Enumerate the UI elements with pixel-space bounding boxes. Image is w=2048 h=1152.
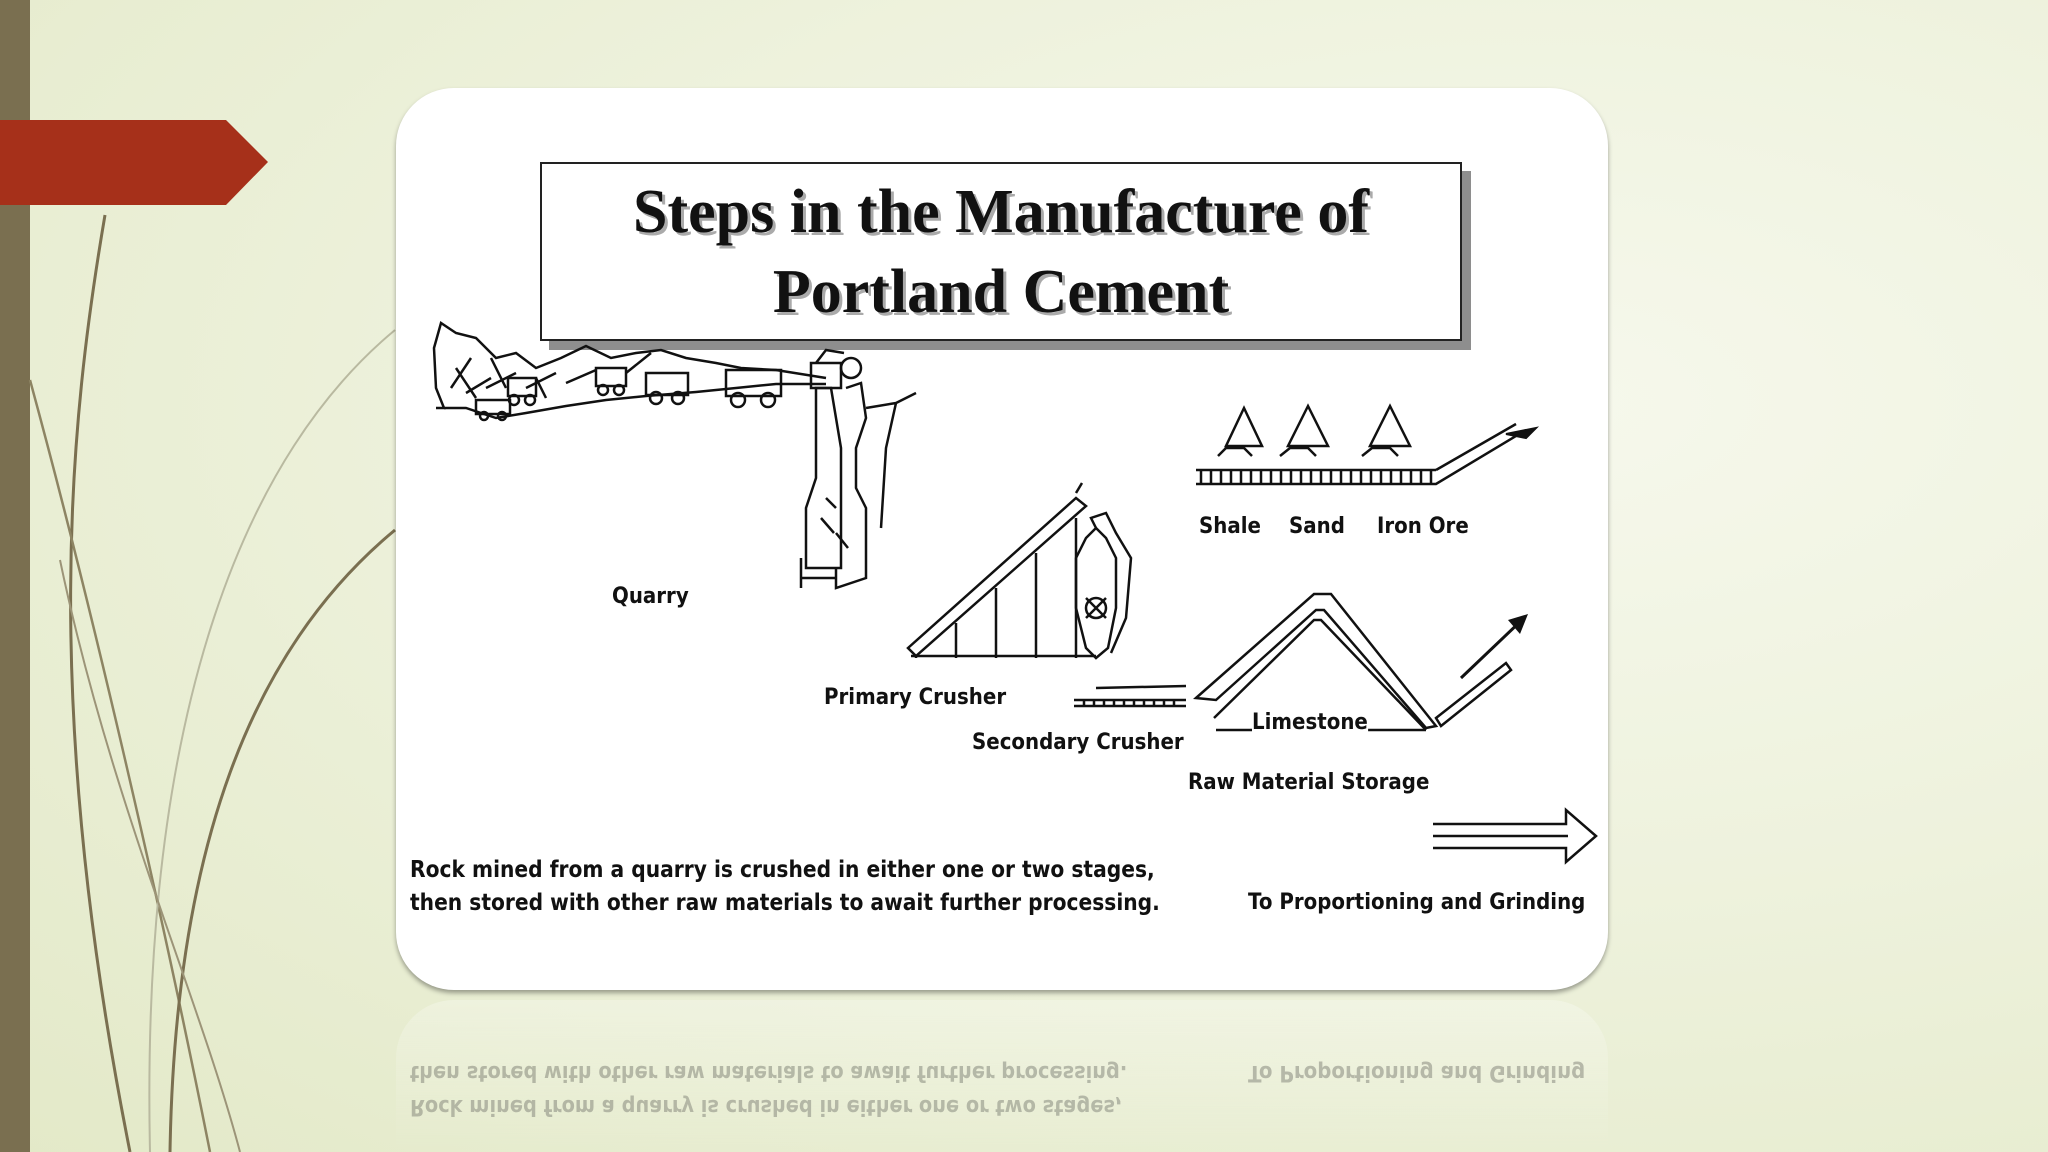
raw-materials-arrow	[1506, 428, 1536, 438]
quarry-illustration	[434, 323, 844, 420]
label-iron-ore: Iron Ore	[1377, 514, 1469, 539]
to-grinding-arrow	[1433, 810, 1596, 862]
title-line-2: Portland Cement	[772, 257, 1230, 326]
card-reflection	[396, 1000, 1608, 1152]
label-quarry: Quarry	[612, 584, 689, 609]
label-to-proportioning: To Proportioning and Grinding	[1248, 890, 1586, 915]
label-shale: Shale	[1199, 514, 1261, 539]
diagram-card	[396, 88, 1608, 990]
conveyor-illustration	[908, 483, 1096, 658]
reflection-caption-line-1: Rock mined from a quarry is crushed in either one or two stages,	[410, 1094, 1123, 1119]
label-sand: Sand	[1289, 514, 1345, 539]
label-secondary-crusher: Secondary Crusher	[972, 730, 1184, 755]
diagram-caption	[410, 854, 1160, 920]
caption-line-1: Rock mined from a quarry is crushed in either one or two stages,	[410, 857, 1155, 883]
caption-line-2: then stored with other raw materials to await further processing.	[410, 890, 1160, 916]
label-primary-crusher: Primary Crusher	[824, 685, 1007, 710]
reflection-caption-line-2: then stored with other raw materials to await further processing.	[410, 1060, 1128, 1085]
title-line-1: Steps in the Manufacture of	[633, 177, 1369, 246]
secondary-crusher-illustration	[1074, 513, 1186, 706]
raw-material-piles	[1196, 406, 1526, 484]
label-raw-material-storage: Raw Material Storage	[1188, 770, 1430, 795]
reflection-to-proportioning: To Proportioning and Grinding	[1248, 1060, 1586, 1085]
primary-crusher-illustration	[801, 358, 916, 588]
label-limestone: Limestone	[1252, 710, 1368, 735]
red-arrow-tab	[0, 120, 268, 205]
